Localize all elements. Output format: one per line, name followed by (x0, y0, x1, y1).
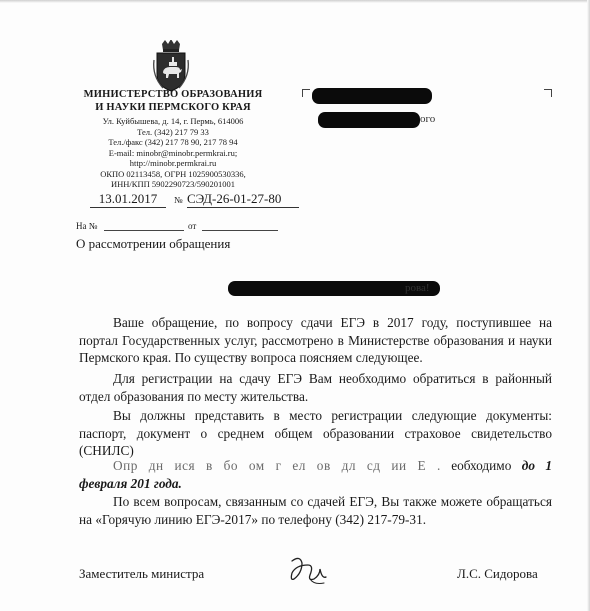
paragraph-line: паспорт, документ о среднем общем образовании страховое свидетельство (79, 425, 552, 441)
paragraph-2 (79, 370, 552, 405)
okpo: ОКПО 02113458, ОГРН 1025900530336, (100, 168, 246, 179)
paragraph-line: портал Государственных услуг, рассмотрено в Министерстве образования и науки (79, 332, 552, 348)
signatory-role: Заместитель министра (79, 566, 205, 581)
recipient-line2-tail: ого (420, 113, 436, 125)
paragraph-line: на «Горячую линию ЕГЭ-2017» по телефону (342) 217-79-31. (79, 511, 427, 527)
coat-of-arms-icon (151, 40, 191, 92)
paragraph-line: отдел образования по месту жительства. (79, 388, 309, 404)
redacted-recipient-line1 (312, 88, 432, 104)
website: http://minobr.permkrai.ru (129, 158, 217, 168)
ministry-contacts (78, 116, 268, 190)
scan-edge (0, 0, 590, 3)
reference-date-blank (202, 230, 278, 231)
paragraph-1 (79, 314, 552, 367)
paragraph-line (79, 475, 552, 493)
paragraph-line: Вы должны представить в место регистрации следующие документы: (113, 408, 552, 423)
reference-date-label: от (188, 221, 197, 231)
registration-number: СЭД-26-01-27-80 (187, 191, 299, 208)
registration-number-label: № (174, 195, 183, 205)
greeting-tail: рова! (405, 282, 430, 294)
inn: ИНН/КПП 5902290723/590201001 (111, 179, 235, 189)
recipient-corner-mark (544, 89, 552, 97)
signatory-name: Л.С. Сидорова (457, 566, 538, 581)
address: Ул. Куйбышева, д. 14, г. Пермь, 614006 (102, 116, 244, 126)
ministry-name (78, 88, 268, 114)
deadline-text: до 1 (521, 458, 553, 473)
registration-date: 13.01.2017 (90, 191, 166, 208)
plain-text: еобходимо (451, 458, 512, 473)
recipient-corner-mark (302, 89, 310, 97)
paragraph-line: (СНИЛС) (79, 443, 134, 458)
reference-number-label: На № (76, 221, 98, 231)
paragraph-line: Ваше обращение, по вопросу сдачи ЕГЭ в 2017 году, поступившее на (113, 315, 552, 330)
fax: Тел./факс (342) 217 78 90, 217 78 94 (108, 137, 238, 147)
paragraph-5 (79, 493, 552, 528)
paragraph-line: По всем вопросам, связанным со сдачей ЕГЭ, Вы также можете обращаться (113, 494, 552, 509)
redacted-recipient-line2 (318, 112, 420, 128)
registration-row (62, 191, 302, 209)
paragraph-line (79, 457, 552, 475)
reference-row (76, 221, 296, 235)
faded-text: Опр дн ися в бо ом г ел ов дл сд ии Е . (113, 458, 441, 473)
deadline-text: февраля 201 года. (79, 475, 182, 491)
handwritten-signature-icon (286, 553, 332, 589)
paragraph-4 (79, 457, 552, 492)
paragraph-line: Пермского края. По существу вопроса поясняем следующее. (79, 350, 423, 365)
phone: Тел. (342) 217 79 33 (137, 126, 209, 137)
letter-subject: О рассмотрении обращения (76, 236, 231, 251)
paragraph-3 (79, 407, 552, 460)
reference-number-blank (104, 230, 184, 231)
ministry-name-line1: МИНИСТЕРСТВО ОБРАЗОВАНИЯ (83, 89, 263, 100)
email: E-mail: minobr@minobr.permkrai.ru; (108, 147, 238, 158)
ministry-name-line2: И НАУКИ ПЕРМСКОГО КРАЯ (95, 102, 251, 113)
paragraph-line: Для регистрации на сдачу ЕГЭ Вам необходимо обратиться в районный (113, 371, 552, 386)
